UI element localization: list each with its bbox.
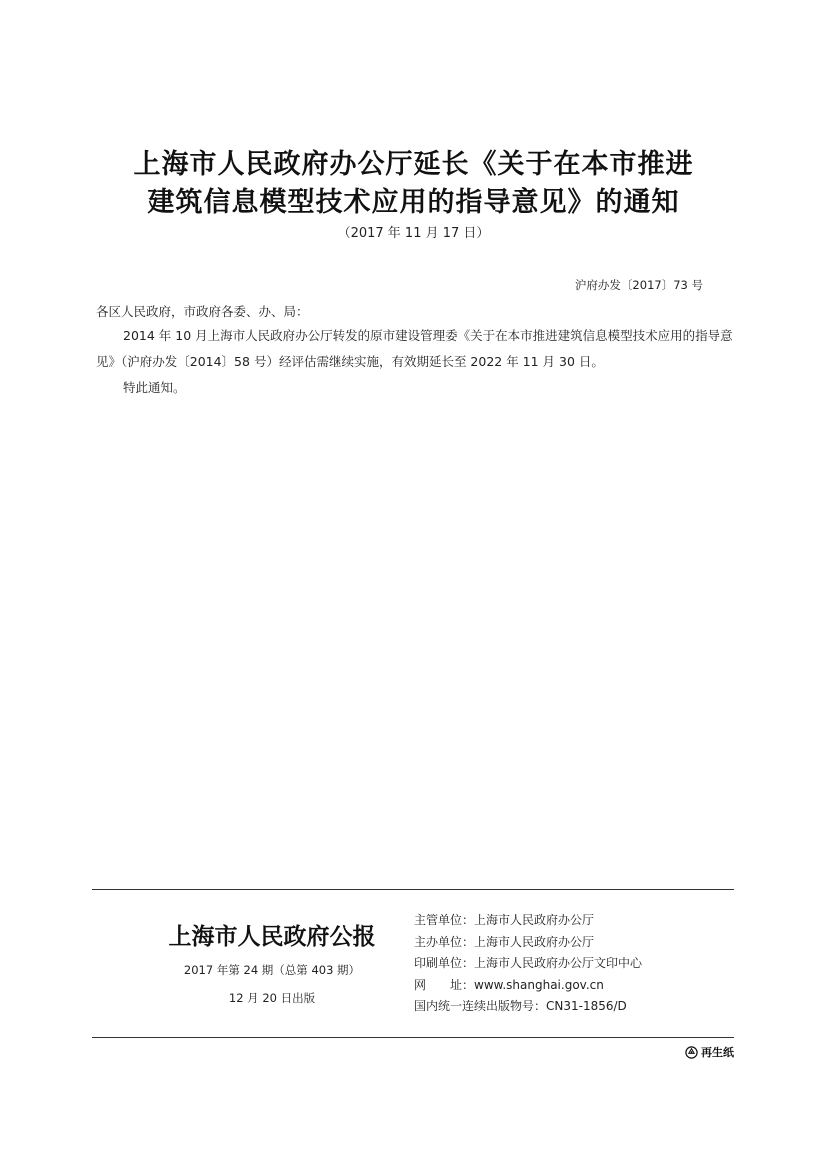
- info-supervisor: 主管单位：上海市人民政府办公厅: [414, 913, 595, 927]
- closing-line: 特此通知。: [123, 380, 186, 395]
- document-number: 沪府办发〔2017〕73 号: [574, 278, 703, 292]
- recycled-paper-mark: [685, 1044, 734, 1060]
- gazette-name: 上海市人民政府公报: [168, 923, 376, 950]
- info-serial-number: 国内统一连续出版物号：CN31-1856/D: [414, 999, 627, 1013]
- footer-top-divider: [92, 889, 734, 890]
- gazette-issue: 2017 年第 24 期（总第 403 期）: [183, 963, 361, 977]
- recycle-icon: [685, 1046, 698, 1059]
- recycled-paper-label: 再生纸: [701, 1046, 734, 1059]
- info-website: 网 址：www.shanghai.gov.cn: [414, 977, 604, 992]
- footer-bottom-divider: [92, 1037, 734, 1038]
- notice-date: （2017 年 11 月 17 日）: [337, 226, 490, 241]
- info-printer: 印刷单位：上海市人民政府办公厅文印中心: [414, 956, 643, 970]
- info-sponsor: 主办单位：上海市人民政府办公厅: [414, 934, 595, 949]
- publication-info-list: [414, 910, 642, 1018]
- gazette-publish-date: 12 月 20 日出版: [228, 991, 316, 1005]
- notice-title-line-2: 建筑信息模型技术应用的指导意见》的通知: [147, 187, 680, 218]
- salutation: 各区人民政府，市政府各委、办、局：: [96, 304, 309, 319]
- body-paragraph: 2014 年 10 月上海市人民政府办公厅转发的原市建设管理委《关于在本市推进建筑信息模型技术应用的指导意见》（沪府办发〔2014〕58 号）经评估需继续实施，有效期延长至 2022 年 11 月 30 日。: [96, 328, 733, 369]
- notice-title-line-1: 上海市人民政府办公厅延长《关于在本市推进: [133, 149, 694, 180]
